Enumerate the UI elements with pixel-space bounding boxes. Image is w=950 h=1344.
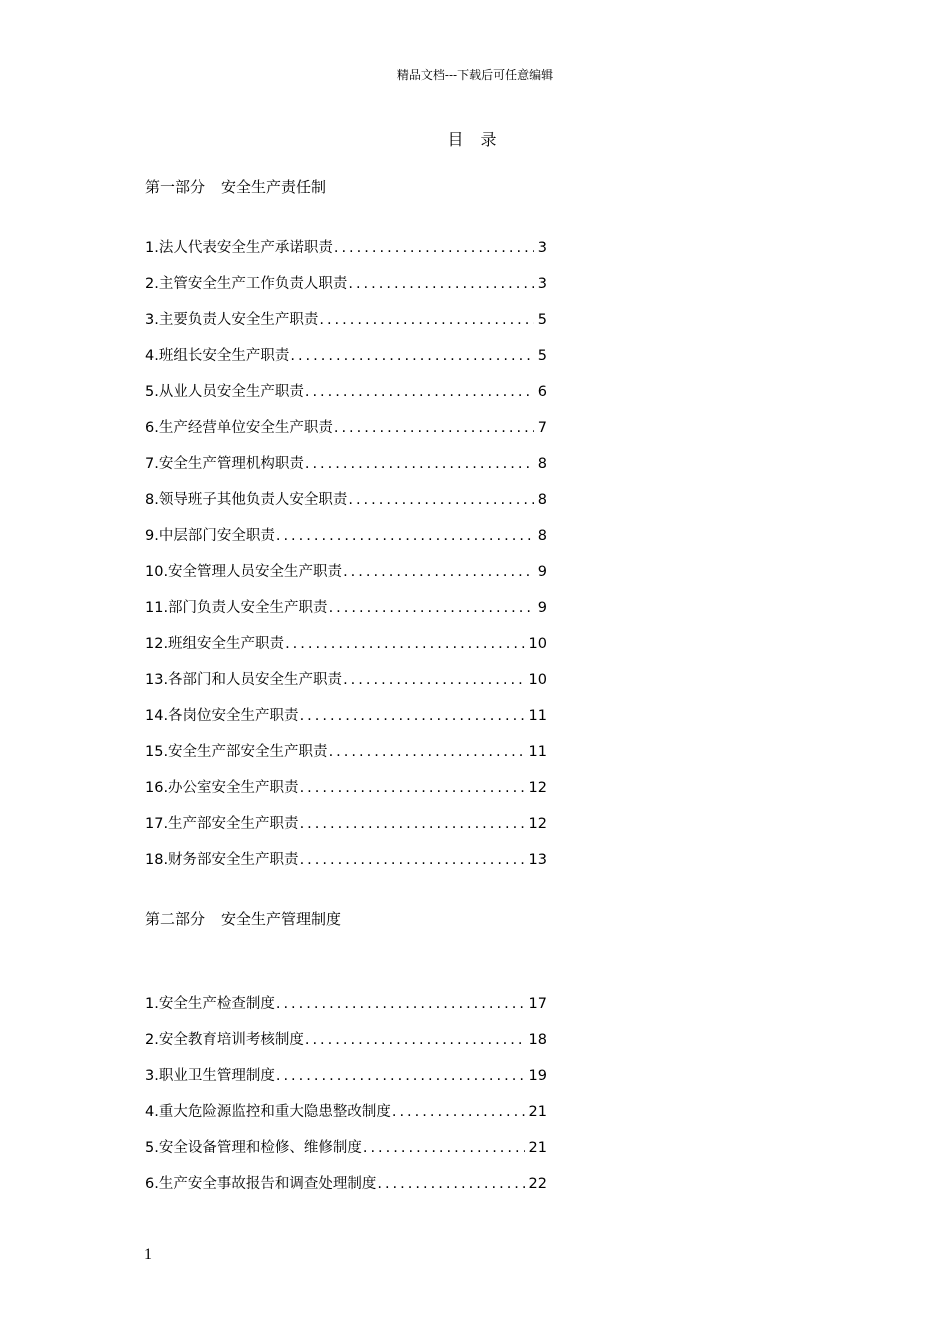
toc-entry[interactable] (145, 554, 547, 590)
toc-entry-label: 16.办公室安全生产职责 (145, 780, 299, 796)
toc-entry[interactable] (145, 662, 547, 698)
toc-entry-page: 5 (537, 312, 547, 328)
toc-entry-page: 8 (537, 528, 547, 544)
toc-dot-leader (362, 1130, 525, 1166)
toc-dot-leader (342, 554, 534, 590)
toc-entry-page: 3 (537, 276, 547, 292)
part1-toc-list (145, 230, 547, 878)
toc-entry-label: 14.各岗位安全生产职责 (145, 708, 299, 724)
toc-entry-label: 5.从业人员安全生产职责 (145, 384, 304, 400)
toc-entry[interactable] (145, 518, 547, 554)
toc-entry-label: 4.重大危险源监控和重大隐患整改制度 (145, 1104, 391, 1120)
toc-entry-page: 19 (528, 1068, 547, 1084)
toc-entry-label: 1.法人代表安全生产承诺职责 (145, 240, 333, 256)
toc-entry-label: 1.安全生产检查制度 (145, 996, 275, 1012)
toc-entry-label: 7.安全生产管理机构职责 (145, 456, 304, 472)
toc-entry-label: 8.领导班子其他负责人安全职责 (145, 492, 348, 508)
part2-label: 第二部分 (145, 910, 206, 928)
part2-heading (145, 908, 341, 929)
toc-entry[interactable] (145, 302, 547, 338)
toc-entry-page: 10 (528, 672, 547, 688)
toc-entry-page: 9 (537, 600, 547, 616)
toc-entry-label: 9.中层部门安全职责 (145, 528, 275, 544)
toc-entry-label: 4.班组长安全生产职责 (145, 348, 290, 364)
toc-entry-label: 2.主管安全生产工作负责人职责 (145, 276, 348, 292)
part1-heading (145, 176, 326, 197)
toc-entry-label: 5.安全设备管理和检修、维修制度 (145, 1140, 362, 1156)
toc-dot-leader (304, 374, 534, 410)
toc-entry[interactable] (145, 266, 547, 302)
toc-entry-page: 7 (537, 420, 547, 436)
toc-entry[interactable] (145, 1094, 547, 1130)
toc-entry[interactable] (145, 590, 547, 626)
toc-dot-leader (275, 986, 525, 1022)
toc-entry[interactable] (145, 626, 547, 662)
toc-entry-label: 18.财务部安全生产职责 (145, 852, 299, 868)
toc-entry-page: 22 (528, 1176, 547, 1192)
toc-entry-label: 2.安全教育培训考核制度 (145, 1032, 304, 1048)
toc-entry-page: 13 (528, 852, 547, 868)
toc-entry-page: 8 (537, 456, 547, 472)
toc-entry[interactable] (145, 734, 547, 770)
toc-entry[interactable] (145, 986, 547, 1022)
toc-entry-page: 12 (528, 816, 547, 832)
toc-entry[interactable] (145, 806, 547, 842)
toc-title: 目 录 (447, 130, 503, 149)
toc-entry-page: 12 (528, 780, 547, 796)
toc-dot-leader (376, 1166, 524, 1202)
toc-entry[interactable] (145, 1130, 547, 1166)
toc-entry-page: 9 (537, 564, 547, 580)
toc-entry[interactable] (145, 1058, 547, 1094)
part1-label: 第一部分 (145, 178, 206, 196)
toc-entry-label: 17.生产部安全生产职责 (145, 816, 299, 832)
toc-entry-label: 3.主要负责人安全生产职责 (145, 312, 319, 328)
toc-entry[interactable] (145, 482, 547, 518)
toc-entry[interactable] (145, 1022, 547, 1058)
toc-dot-leader (299, 770, 525, 806)
part2-name: 安全生产管理制度 (221, 910, 342, 928)
toc-entry[interactable] (145, 446, 547, 482)
toc-entry-page: 6 (537, 384, 547, 400)
toc-dot-leader (318, 302, 533, 338)
toc-entry-page: 21 (528, 1140, 547, 1156)
toc-dot-leader (299, 842, 525, 878)
toc-entry[interactable] (145, 770, 547, 806)
toc-entry-label: 10.安全管理人员安全生产职责 (145, 564, 343, 580)
toc-entry-page: 8 (537, 492, 547, 508)
page-header: 精品文档---下载后可任意编辑 (396, 68, 554, 82)
toc-dot-leader (275, 1058, 525, 1094)
toc-dot-leader (328, 590, 534, 626)
toc-entry[interactable] (145, 374, 547, 410)
toc-dot-leader (391, 1094, 525, 1130)
toc-dot-leader (347, 482, 533, 518)
toc-dot-leader (304, 1022, 525, 1058)
toc-entry-page: 3 (537, 240, 547, 256)
page-number: 1 (144, 1246, 152, 1263)
toc-dot-leader (304, 446, 534, 482)
toc-entry-label: 11.部门负责人安全生产职责 (145, 600, 328, 616)
toc-entry-page: 11 (528, 708, 547, 724)
toc-entry[interactable] (145, 1166, 547, 1202)
toc-dot-leader (342, 662, 524, 698)
toc-entry-page: 11 (528, 744, 547, 760)
toc-dot-leader (275, 518, 534, 554)
toc-entry-label: 13.各部门和人员安全生产职责 (145, 672, 343, 688)
toc-entry-page: 17 (528, 996, 547, 1012)
toc-entry-label: 6.生产安全事故报告和调查处理制度 (145, 1176, 377, 1192)
toc-dot-leader (299, 806, 525, 842)
toc-entry[interactable] (145, 338, 547, 374)
toc-dot-leader (289, 338, 533, 374)
toc-entry-page: 21 (528, 1104, 547, 1120)
toc-entry-page: 10 (528, 636, 547, 652)
toc-entry-label: 3.职业卫生管理制度 (145, 1068, 275, 1084)
part2-toc-list (145, 986, 547, 1202)
toc-dot-leader (333, 410, 534, 446)
toc-dot-leader (299, 698, 525, 734)
toc-dot-leader (284, 626, 524, 662)
toc-entry[interactable] (145, 842, 547, 878)
toc-dot-leader (328, 734, 525, 770)
toc-entry-label: 12.班组安全生产职责 (145, 636, 285, 652)
toc-entry-page: 18 (528, 1032, 547, 1048)
toc-entry[interactable] (145, 698, 547, 734)
toc-entry[interactable] (145, 230, 547, 266)
toc-entry-page: 5 (537, 348, 547, 364)
toc-dot-leader (347, 266, 533, 302)
toc-entry[interactable] (145, 410, 547, 446)
part1-name: 安全生产责任制 (221, 178, 327, 196)
toc-entry-label: 6.生产经营单位安全生产职责 (145, 420, 333, 436)
toc-dot-leader (333, 230, 534, 266)
toc-entry-label: 15.安全生产部安全生产职责 (145, 744, 328, 760)
